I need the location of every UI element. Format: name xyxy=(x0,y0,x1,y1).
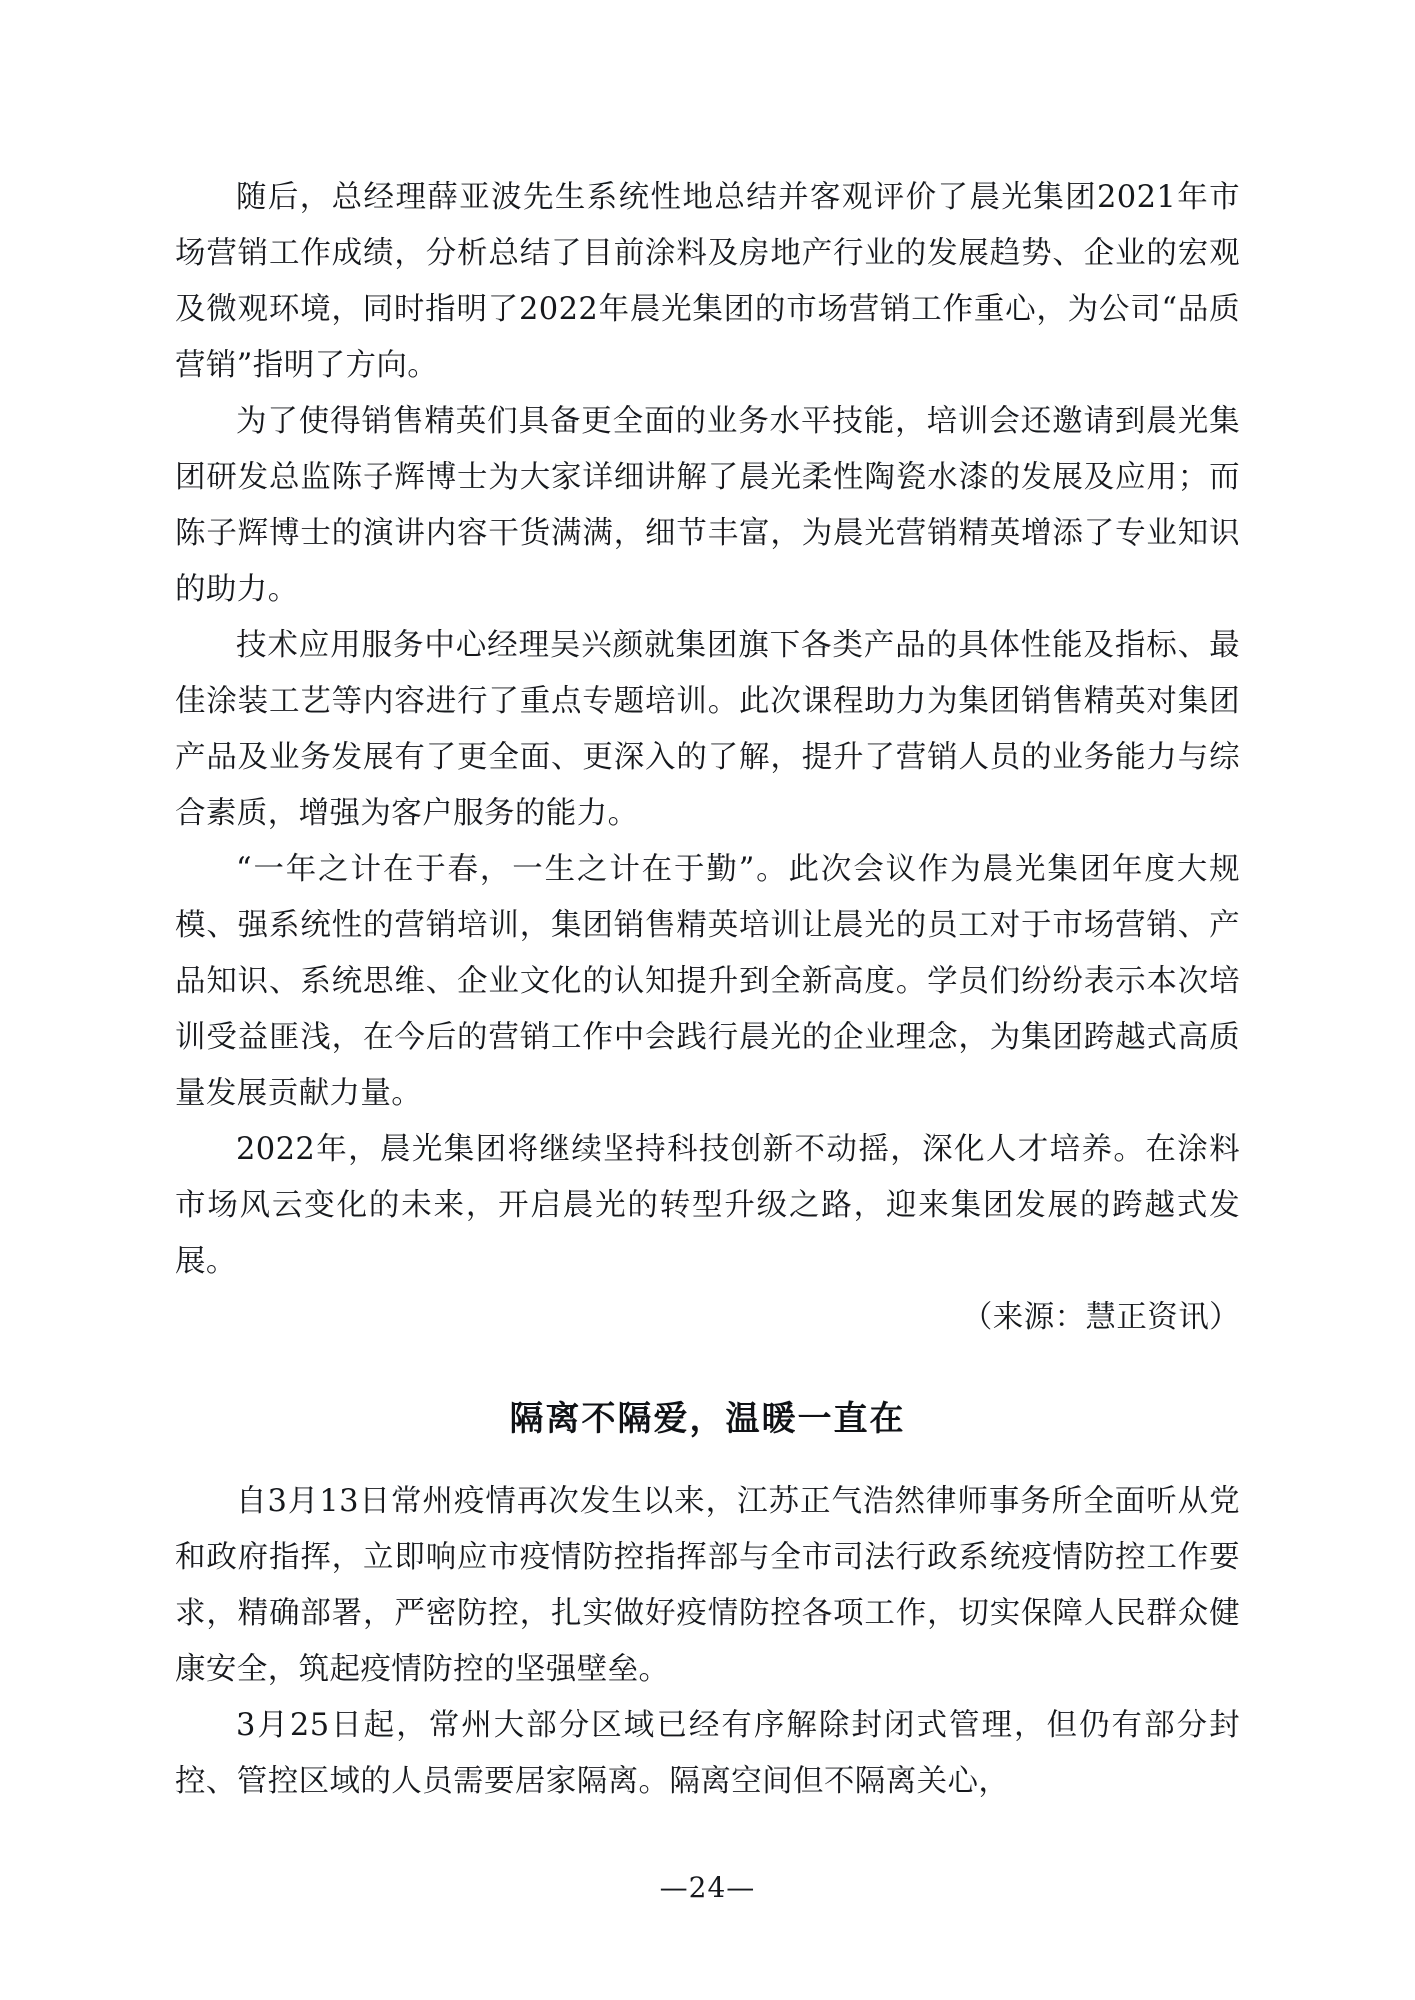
source-attribution: （来源：慧正资讯） xyxy=(961,1300,1240,1335)
page-number: —24— xyxy=(659,1871,756,1904)
paragraph: 随后，总经理薛亚波先生系统性地总结并客观评价了晨光集团2021年市场营销工作成绩，分析总结了目前涂料及房地产行业的发展趋势、企业的宏观及微观环境，同时指明了2022年晨光集团的市场营销工作重心，为公司“品质营销”指明了方向。 xyxy=(175,180,1240,383)
paragraph: 为了使得销售精英们具备更全面的业务水平技能，培训会还邀请到晨光集团研发总监陈子辉博士为大家详细讲解了晨光柔性陶瓷水漆的发展及应用；而陈子辉博士的演讲内容干货满满，细节丰富，为晨光营销精英增添了专业知识的助力。 xyxy=(175,404,1240,607)
paragraph: 技术应用服务中心经理吴兴颜就集团旗下各类产品的具体性能及指标、最佳涂装工艺等内容进行了重点专题培训。此次课程助力为集团销售精英对集团产品及业务发展有了更全面、更深入的了解，提升了营销人员的业务能力与综合素质，增强为客户服务的能力。 xyxy=(175,628,1240,831)
section-heading: 隔离不隔爱，温暖一直在 xyxy=(509,1399,906,1439)
section-2-body xyxy=(175,1474,1240,1810)
section-1-body xyxy=(175,170,1240,1346)
paragraph: “一年之计在于春，一生之计在于勤”。此次会议作为晨光集团年度大规模、强系统性的营销培训，集团销售精英培训让晨光的员工对于市场营销、产品知识、系统思维、企业文化的认知提升到全新高度。学员们纷纷表示本次培训受益匪浅，在今后的营销工作中会践行晨光的企业理念，为集团跨越式高质量发展贡献力量。 xyxy=(175,852,1240,1111)
paragraph: 自3月13日常州疫情再次发生以来，江苏正气浩然律师事务所全面听从党和政府指挥，立即响应市疫情防控指挥部与全市司法行政系统疫情防控工作要求，精确部署，严密防控，扎实做好疫情防控各项工作，切实保障人民群众健康安全，筑起疫情防控的坚强壁垒。 xyxy=(175,1484,1240,1687)
paragraph: 3月25日起，常州大部分区域已经有序解除封闭式管理，但仍有部分封控、管控区域的人员需要居家隔离。隔离空间但不隔离关心， xyxy=(175,1708,1240,1799)
paragraph: 2022年，晨光集团将继续坚持科技创新不动摇，深化人才培养。在涂料市场风云变化的未来，开启晨光的转型升级之路，迎来集团发展的跨越式发展。 xyxy=(175,1132,1240,1279)
